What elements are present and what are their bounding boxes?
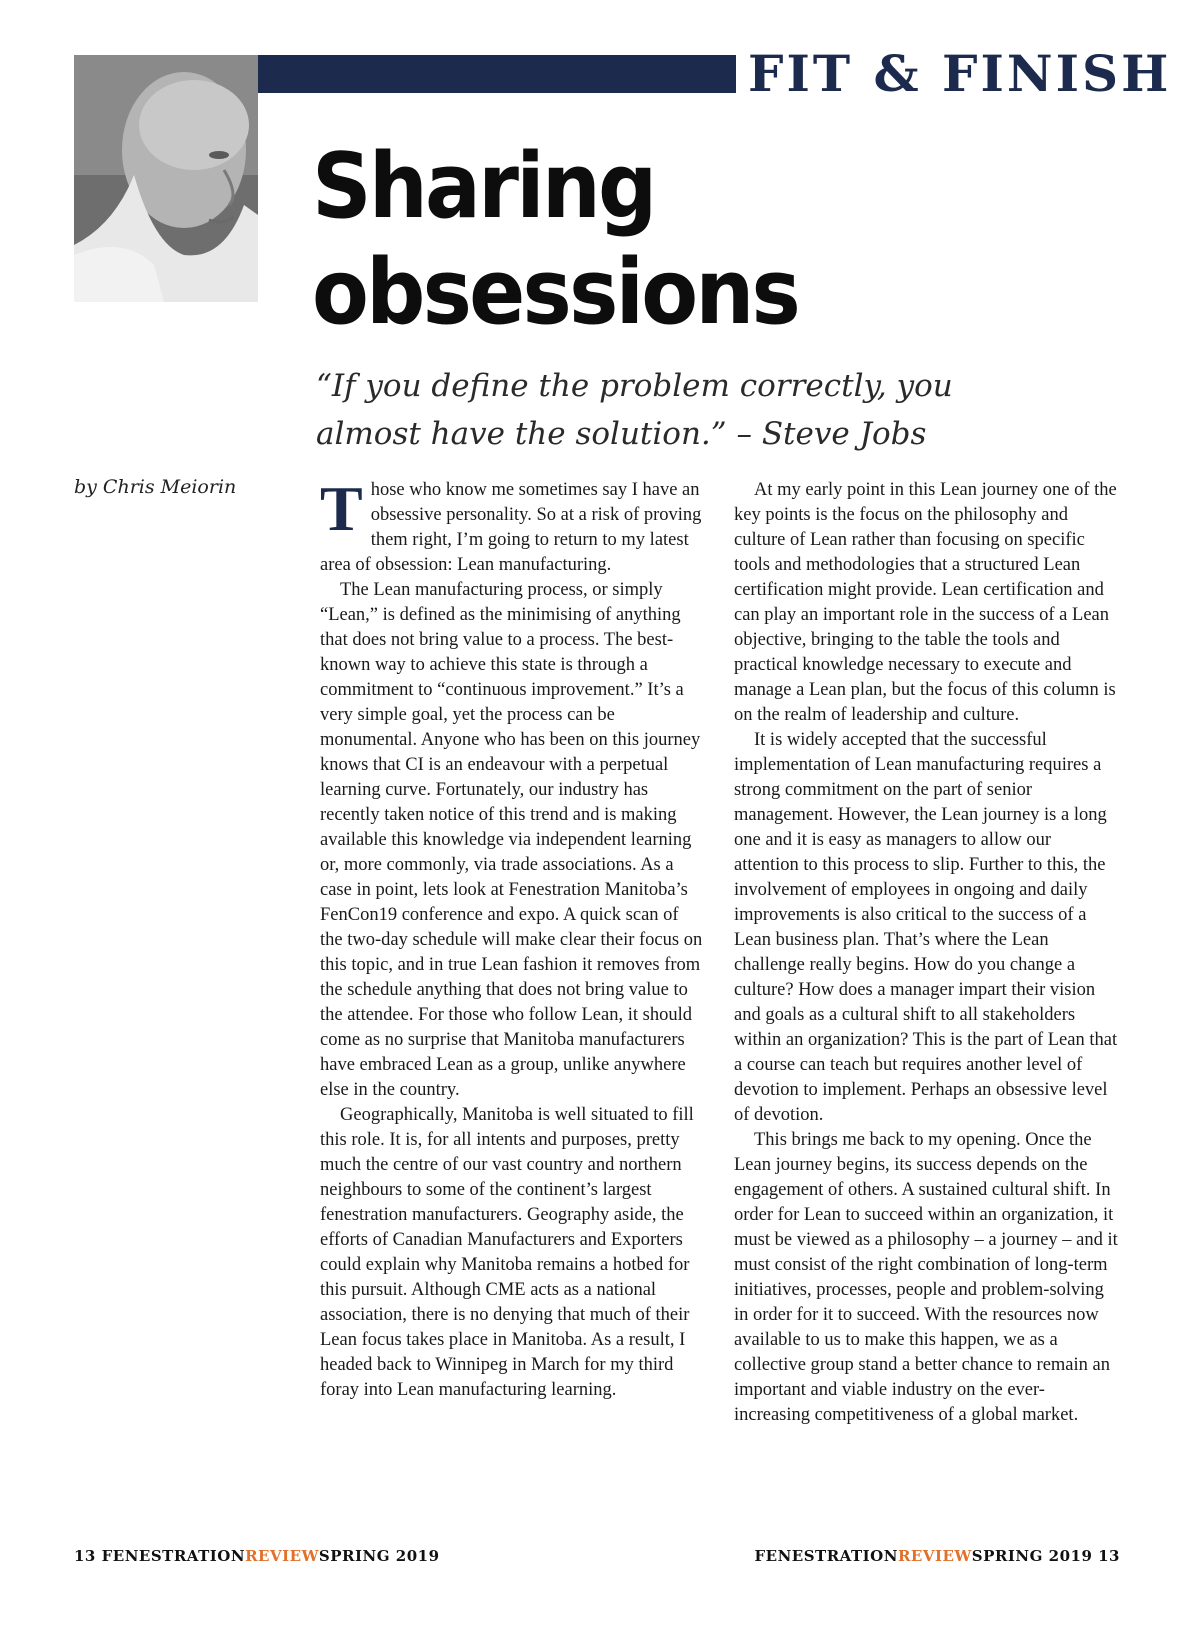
article-column-right [734, 478, 1118, 1428]
issue-date: SPRING 2019 [318, 1547, 440, 1565]
byline: by Chris Meiorin [74, 476, 237, 498]
section-label: FIT & FINISH [748, 44, 1172, 103]
headline-line-1: Sharing [312, 134, 655, 239]
paragraph [320, 473, 704, 578]
brand-name: FENESTRATION [754, 1547, 898, 1565]
paragraph: This brings me back to my opening. Once the Lean journey begins, its success depends on the engagement of others. A sustained cultural shift. In order for Lean to succeed within an organization, it must be viewed as a philosophy – a journey – and it must consist of the right combination of long-term initiatives, processes, people and problem-solving in order for it to succeed. With the resources now available to us to make this happen, we as a collective group stand a better chance to remain an important and viable industry on the ever- increasing competitiveness of a global market. [734, 1130, 1118, 1425]
paragraph: At my early point in this Lean journey one of the key points is the focus on the philosophy and culture of Lean rather than focusing on specific tools and methodologies that a structured Lean certification might provide. Lean certification and can play an important role in the success of a Lean objective, bringing to the table the tools and practical knowledge necessary to execute and manage a Lean plan, but the focus of this column is on the realm of leadership and culture. [734, 480, 1117, 725]
issue-date: SPRING 2019 [971, 1547, 1093, 1565]
paragraph-text: hose who know me sometimes say I have an obsessive personality. So at a risk of proving them right, I’m going to return to my latest area of obsession: Lean manufacturing. [320, 480, 702, 575]
drop-cap: T [320, 473, 363, 544]
footer-right [754, 1547, 1120, 1565]
brand-name: FENESTRATION [101, 1547, 246, 1565]
footer-left [74, 1547, 440, 1565]
headline [312, 134, 882, 346]
header-rule-bar [258, 55, 736, 93]
pull-quote: “If you define the problem correctly, you almost have the solution.” – Steve Jobs [316, 368, 953, 452]
brand-accent: REVIEW [897, 1547, 972, 1565]
article-column-left [320, 473, 704, 1403]
headline-line-2: obsessions [312, 240, 799, 345]
paragraph: The Lean manufacturing process, or simply “Lean,” is defined as the minimising of anything that does not bring value to a process. The best-known way to achieve this state is through a commitment to “continuous improvement.” It’s a very simple goal, yet the process can be monumental. Anyone who has been on this journey knows that CI is an endeavour with a perpetual learning curve. Fortunately, our industry has recently taken notice of this trend and is making available this knowledge via independent learning or, more commonly, via trade associations. As a case in point, lets look at Fenestration Manitoba’s FenCon19 conference and expo. A quick scan of the two-day schedule will make clear their focus on this topic, and in true Lean fashion it removes from the schedule anything that does not bring value to the attendee. For those who follow Lean, it should come as no surprise that Manitoba manufacturers have embraced Lean as a group, unlike anywhere else in the country. [320, 580, 703, 1100]
author-photo [74, 55, 258, 302]
brand-accent: REVIEW [245, 1547, 319, 1565]
page-number: 13 [1098, 1547, 1120, 1565]
paragraph: It is widely accepted that the successful implementation of Lean manufacturing requires a strong commitment on the part of senior management. However, the Lean journey is a long one and it is easy as managers to allow our attention to this process to slip. Further to this, the involvement of employees in ongoing and daily improvements is also critical to the success of a Lean business plan. That’s where the Lean challenge really begins. How do you change a culture? How does a manager impart their vision and goals as a cultural shift to all stakeholders within an organization? This is the part of Lean that a course can teach but requires another level of devotion to implement. Perhaps an obsessive level of devotion. [734, 730, 1118, 1125]
paragraph: Geographically, Manitoba is well situated to fill this role. It is, for all intents and purposes, pretty much the centre of our vast country and northern neighbours to some of the continent’s largest fenestration manufacturers. Geography aside, the efforts of Canadian Manufacturers and Exporters could explain why Manitoba remains a hotbed for this pursuit. Although CME acts as a national association, there is no denying that much of their Lean focus takes place in Manitoba. As a result, I headed back to Winnipeg in March for my third foray into Lean manufacturing learning. [320, 1105, 694, 1400]
author-portrait-illustration [74, 55, 258, 302]
page-number: 13 [74, 1547, 96, 1565]
